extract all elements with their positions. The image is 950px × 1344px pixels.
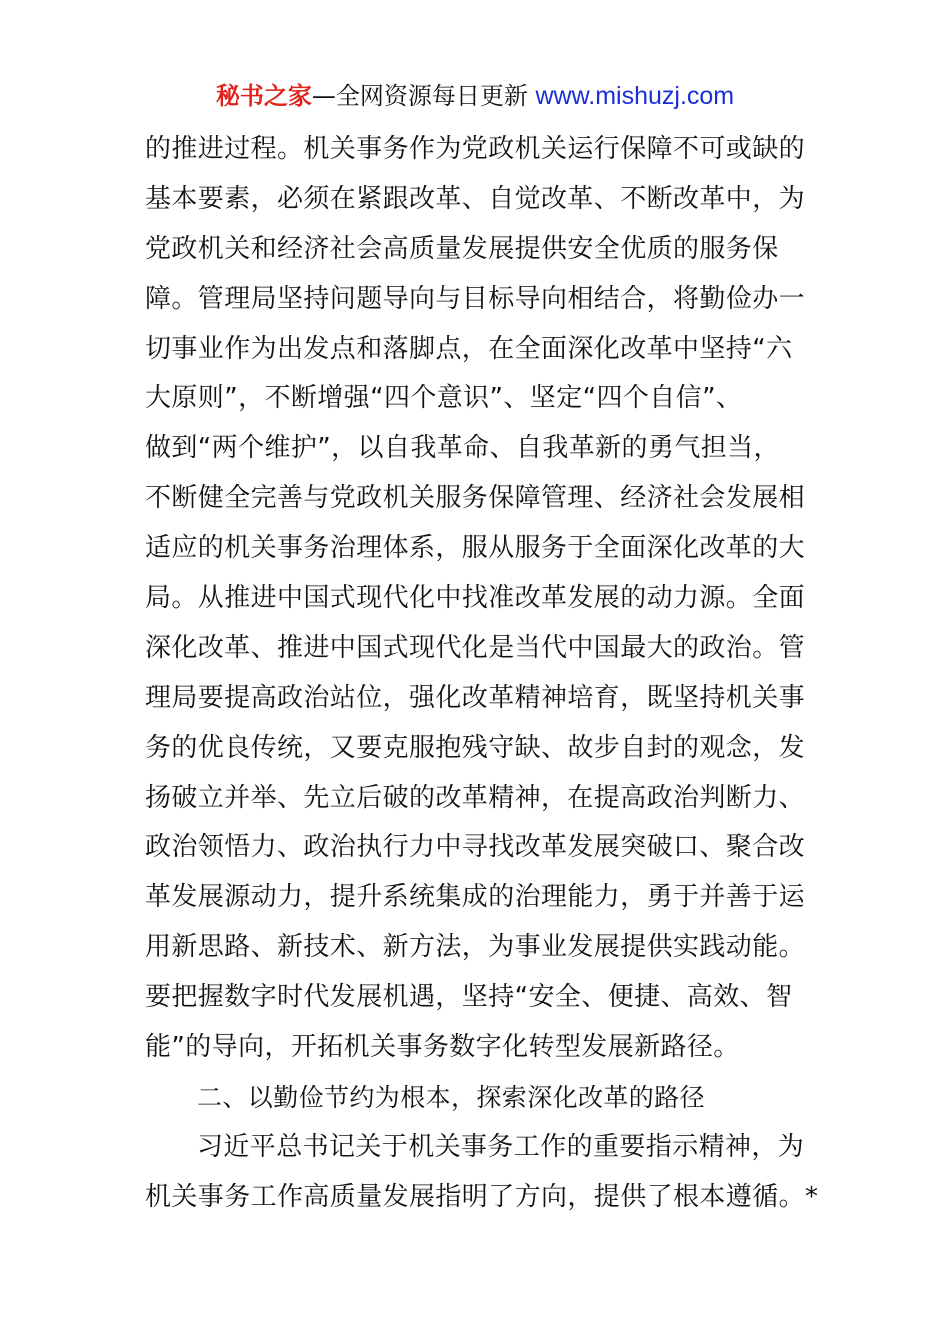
- text-line: 能”的导向，开拓机关事务数字化转型发展新路径。: [145, 1032, 740, 1063]
- text-line: 适应的机关事务治理体系，服从服务于全面深化改革的大: [145, 533, 806, 564]
- text-line: 局。从推进中国式现代化中找准改革发展的动力源。全面: [145, 583, 806, 614]
- site-url-link[interactable]: www.mishuzj.com: [535, 82, 735, 110]
- text-line: 切事业作为出发点和落脚点，在全面深化改革中坚持“六: [145, 333, 793, 364]
- text-line: 务的优良传统，又要克服抱残守缺、故步自封的观念，发: [145, 732, 806, 763]
- brand-name: 秘书之家: [215, 82, 312, 110]
- document-body: [145, 125, 825, 1223]
- site-header: [0, 78, 950, 114]
- text-line: 用新思路、新技术、新方法，为事业发展提供实践动能。: [145, 932, 806, 963]
- text-line: 习近平总书记关于机关事务工作的重要指示精神，为: [197, 1131, 805, 1162]
- text-line: 不断健全完善与党政机关服务保障管理、经济社会发展相: [145, 483, 806, 514]
- section-heading: 二、以勤俭节约为根本，探索深化改革的路径: [197, 1082, 706, 1112]
- text-line: 党政机关和经济社会高质量发展提供安全优质的服务保: [145, 233, 779, 264]
- text-line: 理局要提高政治站位，强化改革精神培育，既坚持机关事: [145, 682, 806, 713]
- text-line: 机关事务工作高质量发展指明了方向，提供了根本遵循。*: [145, 1181, 819, 1212]
- text-line: 要把握数字时代发展机遇，坚持“安全、便捷、高效、智: [145, 982, 793, 1013]
- site-slogan: —全网资源每日更新: [311, 82, 528, 110]
- text-line: 基本要素，必须在紧跟改革、自觉改革、不断改革中，为: [145, 183, 806, 214]
- text-line: 扬破立并举、先立后破的改革精神，在提高政治判断力、: [145, 782, 806, 813]
- text-line: 做到“两个维护”，以自我革命、自我革新的勇气担当，: [145, 433, 780, 464]
- text-line: 政治领悟力、政治执行力中寻找改革发展突破口、聚合改: [145, 832, 806, 863]
- text-line: 障。管理局坚持问题导向与目标导向相结合，将勤俭办一: [145, 283, 806, 314]
- text-line: 革发展源动力，提升系统集成的治理能力，勇于并善于运: [145, 882, 806, 913]
- text-line: 深化改革、推进中国式现代化是当代中国最大的政治。管: [145, 632, 806, 663]
- text-line: 的推进过程。机关事务作为党政机关运行保障不可或缺的: [145, 134, 806, 164]
- text-line: 大原则”，不断增强“四个意识”、坚定“四个自信”、: [145, 383, 743, 414]
